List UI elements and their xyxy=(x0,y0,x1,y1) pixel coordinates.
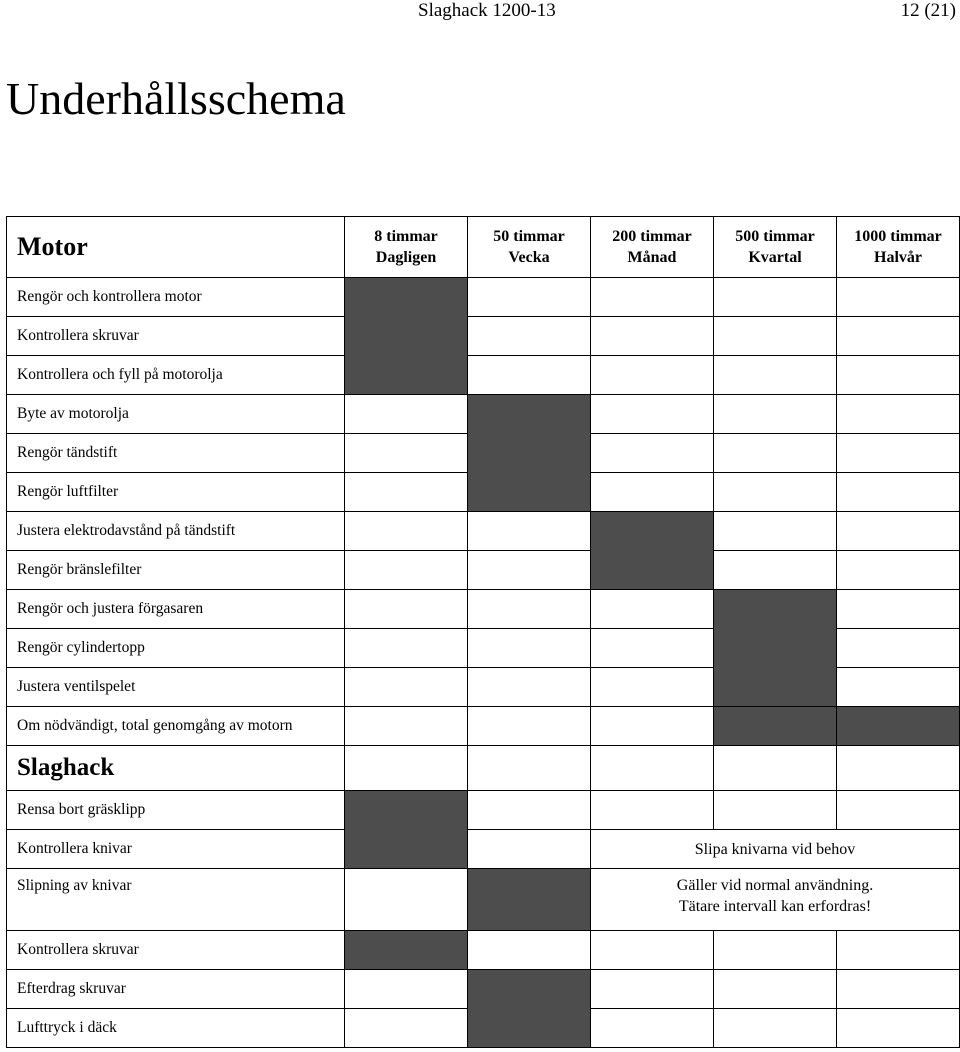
interval-cell-filled xyxy=(837,707,960,746)
table-row xyxy=(7,590,960,629)
interval-cell xyxy=(591,317,714,356)
interval-cell xyxy=(591,1009,714,1048)
section-title-motor: Motor xyxy=(7,217,345,278)
interval-cell xyxy=(837,278,960,317)
table-row xyxy=(7,970,960,1009)
interval-cell xyxy=(345,1009,468,1048)
interval-cell xyxy=(345,512,468,551)
task-label: Byte av motorolja xyxy=(7,395,345,434)
interval-cell xyxy=(468,551,591,590)
interval-cell-filled xyxy=(591,512,714,590)
interval-cell xyxy=(837,551,960,590)
column-header-1000h xyxy=(837,217,960,278)
interval-cell xyxy=(591,707,714,746)
table-row xyxy=(7,551,960,590)
interval-cell xyxy=(468,668,591,707)
note-normal-use xyxy=(591,869,960,931)
column-header-200h xyxy=(591,217,714,278)
interval-cell xyxy=(468,317,591,356)
interval-cell xyxy=(345,668,468,707)
interval-cell xyxy=(714,551,837,590)
interval-cell xyxy=(837,473,960,512)
interval-cell xyxy=(468,830,591,869)
table-row xyxy=(7,707,960,746)
column-header-8h xyxy=(345,217,468,278)
interval-cell xyxy=(468,746,591,791)
interval-cell xyxy=(837,434,960,473)
interval-cell-filled xyxy=(714,590,837,707)
interval-cell xyxy=(591,746,714,791)
note-sharpen: Slipa knivarna vid behov xyxy=(591,830,960,869)
interval-cell xyxy=(714,317,837,356)
interval-cell xyxy=(345,395,468,434)
interval-cell xyxy=(837,512,960,551)
interval-cell xyxy=(591,278,714,317)
interval-cell-filled xyxy=(345,278,468,395)
interval-cell xyxy=(591,629,714,668)
interval-cell-filled xyxy=(468,869,591,931)
interval-cell xyxy=(837,746,960,791)
column-period: Kvartal xyxy=(748,249,802,266)
interval-cell xyxy=(591,434,714,473)
interval-cell xyxy=(714,1009,837,1048)
interval-cell xyxy=(345,473,468,512)
interval-cell xyxy=(591,791,714,830)
table-row xyxy=(7,395,960,434)
interval-cell xyxy=(591,473,714,512)
interval-cell xyxy=(345,707,468,746)
table-row xyxy=(7,278,960,317)
interval-cell xyxy=(837,1009,960,1048)
task-label: Rengör tändstift xyxy=(7,434,345,473)
interval-cell xyxy=(714,356,837,395)
table-row xyxy=(7,830,960,869)
task-label: Kontrollera skruvar xyxy=(7,931,345,970)
interval-cell xyxy=(468,707,591,746)
task-label: Justera elektrodavstånd på tändstift xyxy=(7,512,345,551)
interval-cell xyxy=(345,551,468,590)
interval-cell xyxy=(837,931,960,970)
interval-cell-filled xyxy=(345,931,468,970)
note-line: Gäller vid normal användning. xyxy=(676,877,874,894)
column-hours: 500 timmar xyxy=(735,228,815,245)
interval-cell-filled xyxy=(345,791,468,869)
table-row xyxy=(7,317,960,356)
interval-cell-filled xyxy=(714,707,837,746)
interval-cell xyxy=(714,512,837,551)
interval-cell-filled xyxy=(468,395,591,512)
column-period: Vecka xyxy=(508,249,550,266)
task-label: Rengör cylindertopp xyxy=(7,629,345,668)
interval-cell xyxy=(591,668,714,707)
interval-cell xyxy=(837,395,960,434)
interval-cell xyxy=(468,791,591,830)
interval-cell xyxy=(714,395,837,434)
interval-cell xyxy=(468,356,591,395)
table-row xyxy=(7,869,960,931)
interval-cell xyxy=(468,278,591,317)
interval-cell xyxy=(345,970,468,1009)
interval-cell xyxy=(837,356,960,395)
interval-cell xyxy=(591,356,714,395)
task-label: Rengör luftfilter xyxy=(7,473,345,512)
interval-cell xyxy=(837,791,960,830)
task-label: Rengör och kontrollera motor xyxy=(7,278,345,317)
column-header-50h xyxy=(468,217,591,278)
column-hours: 200 timmar xyxy=(612,228,692,245)
interval-cell xyxy=(837,590,960,629)
column-period: Månad xyxy=(627,249,677,266)
table-row xyxy=(7,356,960,395)
interval-cell xyxy=(714,931,837,970)
task-label: Rensa bort gräsklipp xyxy=(7,791,345,830)
interval-cell xyxy=(345,629,468,668)
note-line: Tätare intervall kan erfordras! xyxy=(678,898,872,915)
column-hours: 8 timmar xyxy=(374,228,438,245)
interval-cell xyxy=(837,317,960,356)
interval-cell xyxy=(345,590,468,629)
interval-cell xyxy=(468,590,591,629)
column-period: Halvår xyxy=(874,249,922,266)
interval-cell xyxy=(714,473,837,512)
task-label: Justera ventilspelet xyxy=(7,668,345,707)
interval-cell xyxy=(345,869,468,931)
task-label: Om nödvändigt, total genomgång av motorn xyxy=(7,707,345,746)
maintenance-schedule-table xyxy=(6,216,960,1048)
interval-cell xyxy=(468,512,591,551)
interval-cell xyxy=(345,746,468,791)
task-label: Lufttryck i däck xyxy=(7,1009,345,1048)
document-header-title: Slaghack 1200-13 xyxy=(418,0,556,21)
interval-cell xyxy=(714,791,837,830)
interval-cell xyxy=(591,970,714,1009)
column-hours: 50 timmar xyxy=(493,228,565,245)
table-row xyxy=(7,931,960,970)
task-label: Efterdrag skruvar xyxy=(7,970,345,1009)
interval-cell xyxy=(837,970,960,1009)
task-label: Rengör och justera förgasaren xyxy=(7,590,345,629)
interval-cell xyxy=(591,931,714,970)
slaghack-header-row xyxy=(7,746,960,791)
task-label: Rengör bränslefilter xyxy=(7,551,345,590)
column-period: Dagligen xyxy=(375,249,437,266)
column-header-500h xyxy=(714,217,837,278)
column-hours: 1000 timmar xyxy=(854,228,942,245)
section-title-slaghack: Slaghack xyxy=(7,746,345,791)
table-row xyxy=(7,791,960,830)
interval-cell xyxy=(714,434,837,473)
task-label: Kontrollera skruvar xyxy=(7,317,345,356)
interval-cell xyxy=(714,278,837,317)
task-label: Kontrollera och fyll på motorolja xyxy=(7,356,345,395)
interval-cell xyxy=(837,629,960,668)
page-title: Underhållsschema xyxy=(6,73,346,124)
motor-header-row xyxy=(7,217,960,278)
task-label: Kontrollera knivar xyxy=(7,830,345,869)
interval-cell xyxy=(468,931,591,970)
interval-cell xyxy=(345,434,468,473)
interval-cell xyxy=(837,668,960,707)
interval-cell xyxy=(714,746,837,791)
interval-cell xyxy=(468,629,591,668)
interval-cell-filled xyxy=(468,970,591,1048)
interval-cell xyxy=(591,590,714,629)
interval-cell xyxy=(591,395,714,434)
task-label: Slipning av knivar xyxy=(7,869,345,931)
page-number: 12 (21) xyxy=(900,0,956,21)
table-row xyxy=(7,512,960,551)
interval-cell xyxy=(714,970,837,1009)
